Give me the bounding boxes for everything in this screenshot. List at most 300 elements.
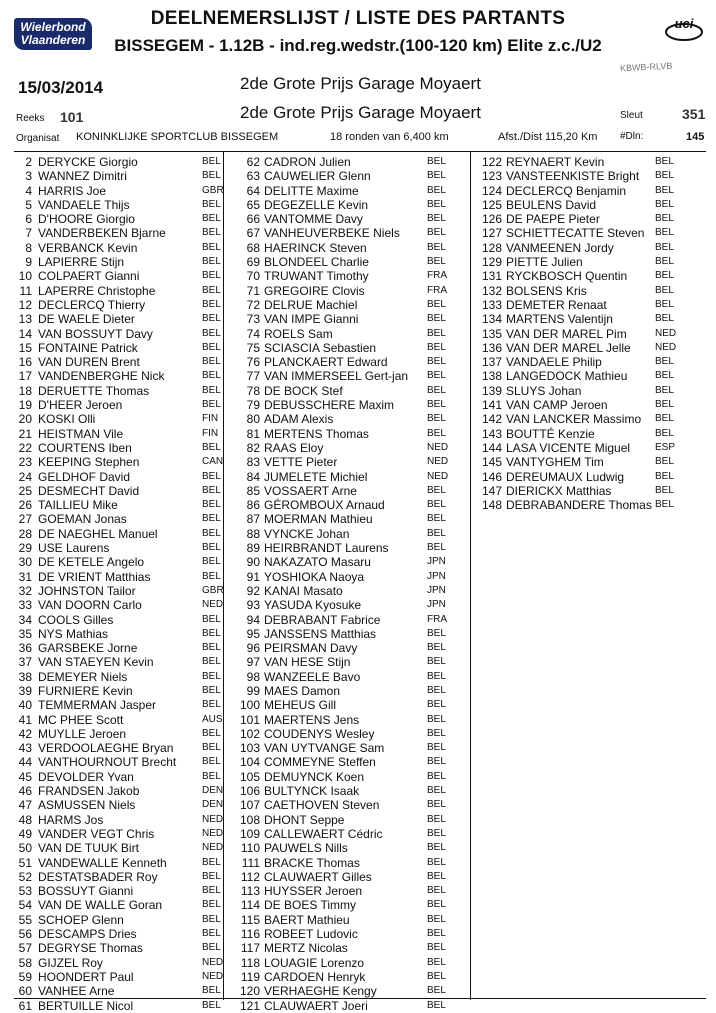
rider-name: GARSBEKE Jorne — [38, 641, 138, 656]
bib-number: 115 — [240, 912, 260, 927]
rider-nationality: BEL — [427, 928, 446, 940]
bib-number: 32 — [18, 583, 32, 598]
bib-number: 37 — [18, 655, 32, 670]
bib-number: 30 — [18, 555, 32, 570]
bib-number: 90 — [246, 555, 260, 570]
rider-name: YASUDA Kyosuke — [264, 598, 362, 613]
bib-number: 40 — [18, 698, 32, 713]
rider-name: YOSHIOKA Naoya — [264, 569, 365, 584]
rider-name: KOSKI Olli — [38, 412, 96, 427]
rider-nationality: BEL — [427, 370, 446, 382]
rider-name: MAERTENS Jens — [264, 712, 360, 727]
rider-name: ROELS Sam — [264, 326, 333, 341]
rider-nationality: BEL — [427, 170, 446, 182]
bib-number: 67 — [246, 226, 260, 241]
rider-nationality: BEL — [427, 241, 446, 253]
rider-name: DECLERCQ Thierry — [38, 297, 146, 312]
bib-number: 41 — [18, 712, 32, 727]
participant-row — [226, 398, 471, 412]
rider-nationality: BEL — [202, 298, 221, 310]
participant-row — [226, 770, 471, 784]
bib-number: 110 — [240, 841, 260, 856]
rider-nationality: BEL — [655, 413, 674, 425]
rider-name: DEREUMAUX Ludwig — [506, 469, 625, 484]
bib-number: 144 — [481, 440, 502, 455]
bib-number: 75 — [246, 340, 260, 355]
rider-nationality: BEL — [202, 241, 221, 253]
bib-number: 123 — [481, 169, 502, 184]
participant-row — [226, 341, 471, 355]
bib-number: 50 — [18, 841, 32, 856]
bib-number: 108 — [239, 812, 260, 827]
participant-row — [226, 655, 471, 669]
rider-name: VANDAELE Thijs — [38, 197, 130, 212]
rider-nationality: BEL — [655, 184, 674, 196]
bib-number: 73 — [246, 312, 260, 327]
rider-nationality: BEL — [427, 341, 446, 353]
rider-name: BULTYNCK Isaak — [264, 784, 360, 799]
participant-row — [470, 312, 714, 326]
rider-name: GOEMAN Jonas — [38, 512, 127, 527]
rider-nationality: BEL — [202, 656, 221, 668]
participant-row — [470, 155, 714, 169]
rider-name: HARMS Jos — [38, 812, 104, 827]
participant-row — [226, 727, 471, 741]
organisator-value: KONINKLIJKE SPORTCLUB BISSEGEM — [76, 131, 279, 143]
rider-nationality: BEL — [655, 198, 674, 210]
participant-row — [8, 670, 246, 684]
rider-name: DE BOCK Stef — [264, 383, 343, 398]
participant-row — [226, 641, 471, 655]
race-name: 2de Grote Prijs Garage Moyaert — [240, 74, 481, 93]
rider-name: VAN DOORN Carlo — [38, 598, 142, 613]
participant-row — [8, 384, 246, 398]
participant-row — [8, 941, 246, 955]
bib-number: 82 — [246, 440, 260, 455]
bib-number: 77 — [246, 369, 260, 384]
rider-name: HOONDERT Paul — [38, 969, 134, 984]
rider-nationality: BEL — [202, 470, 221, 482]
rider-name: COURTENS Iben — [38, 440, 132, 455]
participant-row — [8, 884, 246, 898]
participant-row — [8, 512, 246, 526]
rider-name: DE WAELE Dieter — [38, 312, 135, 327]
rider-nationality: BEL — [655, 213, 674, 225]
rider-name: HUYSSER Jeroen — [264, 884, 363, 899]
rider-name: CLAUWAERT Joeri — [264, 998, 368, 1013]
bib-number: 29 — [18, 541, 32, 556]
bib-number: 60 — [18, 984, 32, 999]
participant-row — [8, 813, 246, 827]
bib-number: 68 — [246, 240, 260, 255]
rider-name: SCHOEP Glenn — [38, 912, 124, 927]
bib-number: 118 — [240, 955, 260, 970]
rider-name: DE NAEGHEL Manuel — [38, 526, 158, 541]
rider-name: USE Laurens — [38, 541, 110, 556]
participant-row — [470, 412, 714, 426]
bib-number: 33 — [18, 598, 32, 613]
rider-nationality: JPN — [427, 556, 446, 568]
bib-number: 76 — [246, 355, 260, 370]
rider-name: VANTOMME Davy — [264, 212, 363, 227]
rider-name: VYNCKE Johan — [264, 526, 350, 541]
rider-nationality: BEL — [202, 642, 221, 654]
rider-nationality: BEL — [655, 156, 674, 167]
rider-nationality: BEL — [202, 384, 221, 396]
bib-number: 124 — [481, 183, 502, 198]
bib-number: 9 — [25, 255, 32, 270]
participant-row — [8, 970, 246, 984]
rider-nationality: BEL — [427, 298, 446, 310]
participant-row — [226, 169, 471, 183]
rider-nationality: BEL — [655, 456, 674, 468]
participant-row — [226, 570, 471, 584]
rider-name: ADAM Alexis — [264, 412, 334, 427]
participant-row — [226, 484, 471, 498]
bib-number: 44 — [18, 755, 32, 770]
rider-nationality: BEL — [427, 227, 446, 239]
bib-number: 21 — [18, 426, 32, 441]
rider-nationality: BEL — [427, 327, 446, 339]
bib-number: 92 — [246, 583, 260, 598]
participant-row — [8, 570, 246, 584]
participant-row — [226, 598, 471, 612]
participant-row — [8, 956, 246, 970]
rider-nationality: BEL — [202, 999, 221, 1011]
participant-row — [8, 870, 246, 884]
bib-number: 99 — [246, 683, 260, 698]
rider-nationality: BEL — [427, 970, 446, 982]
rider-nationality: BEL — [427, 499, 446, 511]
rider-name: BOSSUYT Gianni — [38, 884, 134, 899]
rider-nationality: BEL — [427, 999, 446, 1011]
bib-number: 59 — [18, 969, 32, 984]
rider-nationality: BEL — [202, 942, 221, 954]
participant-row — [470, 226, 714, 240]
participant-row — [8, 927, 246, 941]
rider-nationality: BEL — [202, 542, 221, 554]
rider-name: SCIASCIA Sebastien — [264, 340, 377, 355]
participant-row — [8, 269, 246, 283]
rider-nationality: DEN — [202, 799, 224, 811]
rider-name: DEMETER Renaat — [506, 297, 607, 312]
rider-nationality: BEL — [427, 885, 446, 897]
rider-name: DEBUSSCHERE Maxim — [264, 398, 395, 413]
bib-number: 95 — [246, 626, 260, 641]
bib-number: 80 — [246, 412, 260, 427]
rider-name: MERTENS Thomas — [264, 426, 369, 441]
bib-number: 46 — [18, 784, 32, 799]
participant-row — [8, 398, 246, 412]
rider-name: D'HEER Jeroen — [38, 398, 123, 413]
rider-nationality: BEL — [202, 270, 221, 282]
participant-row — [8, 312, 246, 326]
participant-row — [8, 369, 246, 383]
rider-name: DERYCKE Giorgio — [38, 155, 138, 169]
rider-nationality: BEL — [427, 642, 446, 654]
participant-row — [226, 698, 471, 712]
bib-number: 74 — [246, 326, 260, 341]
rider-name: VANHEE Arne — [38, 984, 115, 999]
rider-nationality: NED — [202, 827, 224, 839]
rider-name: KANAI Masato — [264, 583, 343, 598]
rider-nationality: NED — [427, 456, 449, 468]
bib-number: 64 — [246, 183, 260, 198]
participant-row — [226, 741, 471, 755]
participant-row — [470, 212, 714, 226]
participant-row — [8, 226, 246, 240]
rider-name: VAN BOSSUYT Davy — [38, 326, 153, 341]
rider-name: VAN HESE Stijn — [264, 655, 351, 670]
rider-nationality: BEL — [427, 913, 446, 925]
rider-nationality: BEL — [427, 742, 446, 754]
participant-row — [226, 784, 471, 798]
bib-number: 131 — [481, 269, 502, 284]
rider-nationality: BEL — [427, 256, 446, 268]
rider-nationality: BEL — [202, 213, 221, 225]
bib-number: 36 — [18, 641, 32, 656]
bib-number: 106 — [239, 784, 260, 799]
bib-number: 109 — [239, 826, 260, 841]
bib-number: 112 — [240, 869, 260, 884]
rider-name: DEGRYSE Thomas — [38, 941, 143, 956]
participant-row — [8, 698, 246, 712]
bib-number: 78 — [246, 383, 260, 398]
rider-name: BEULENS David — [506, 197, 597, 212]
bib-number: 134 — [481, 312, 502, 327]
rider-name: TRUWANT Timothy — [264, 269, 369, 284]
rider-name: SCHIETTECATTE Steven — [506, 226, 645, 241]
rider-name: VAN UYTVANGE Sam — [264, 741, 385, 756]
participant-row — [226, 584, 471, 598]
page-title: DEELNEMERSLIJST / LISTE DES PARTANTS — [150, 8, 566, 29]
participant-row — [8, 355, 246, 369]
rider-name: MARTENS Valentijn — [506, 312, 613, 327]
participant-row — [226, 555, 471, 569]
participant-row — [226, 856, 471, 870]
rider-name: BOUTTÉ Kenzie — [506, 426, 595, 441]
header-divider — [14, 151, 706, 152]
bib-number: 61 — [18, 998, 32, 1013]
rider-nationality: BEL — [655, 241, 674, 253]
rider-name: VANTYGHEM Tim — [506, 455, 604, 470]
rider-name: JUMELETE Michiel — [264, 469, 368, 484]
rider-nationality: DEN — [202, 785, 224, 797]
rider-nationality: BEL — [202, 556, 221, 568]
participant-row — [226, 613, 471, 627]
race-name-repeat: 2de Grote Prijs Garage Moyaert — [240, 103, 481, 122]
rider-nationality: BEL — [427, 770, 446, 782]
rider-name: VAN LANCKER Massimo — [506, 412, 642, 427]
bib-number: 126 — [481, 212, 502, 227]
rider-nationality: BEL — [202, 527, 221, 539]
participant-row — [226, 870, 471, 884]
rider-nationality: BEL — [427, 184, 446, 196]
bib-number: 57 — [18, 941, 32, 956]
participant-row — [470, 355, 714, 369]
rider-nationality: BEL — [655, 484, 674, 496]
bib-number: 122 — [481, 155, 502, 169]
rider-name: DE VRIENT Matthias — [38, 569, 151, 584]
bib-number: 141 — [481, 398, 502, 413]
bib-number: 13 — [18, 312, 32, 327]
bib-number: 98 — [246, 669, 260, 684]
participant-row — [8, 770, 246, 784]
rider-name: BLONDEEL Charlie — [264, 255, 369, 270]
rider-nationality: JPN — [427, 584, 446, 596]
laps-info: 18 ronden van 6,400 km — [330, 131, 449, 143]
participant-row — [8, 327, 246, 341]
rider-name: COMMEYNE Steffen — [264, 755, 376, 770]
rider-name: HEISTMAN Vile — [38, 426, 124, 441]
participant-row — [8, 999, 246, 1013]
rider-nationality: BEL — [427, 899, 446, 911]
rider-nationality: ESP — [655, 441, 676, 453]
participant-row — [226, 541, 471, 555]
participant-row — [226, 212, 471, 226]
rider-nationality: BEL — [655, 298, 674, 310]
reeks-value: 101 — [60, 109, 84, 125]
rider-nationality: BEL — [427, 156, 446, 167]
participant-row — [226, 369, 471, 383]
participant-row — [226, 441, 471, 455]
bib-number: 12 — [18, 297, 32, 312]
rider-name: BAERT Mathieu — [264, 912, 350, 927]
participant-column-2 — [226, 155, 471, 1013]
participant-row — [470, 427, 714, 441]
bib-number: 70 — [246, 269, 260, 284]
rider-nationality: BEL — [202, 341, 221, 353]
bib-number: 125 — [481, 197, 502, 212]
bib-number: 34 — [18, 612, 32, 627]
rider-nationality: NED — [202, 599, 224, 611]
rider-name: BERTUILLE Nicol — [38, 998, 134, 1013]
bib-number: 3 — [25, 169, 32, 184]
rider-nationality: FRA — [427, 613, 447, 625]
bib-number: 16 — [18, 355, 32, 370]
rider-name: HARRIS Joe — [38, 183, 107, 198]
rider-name: DEMEYER Niels — [38, 669, 128, 684]
participants-count: 145 — [686, 131, 705, 143]
participant-row — [226, 455, 471, 469]
rider-name: DESTATSBADER Roy — [38, 869, 158, 884]
rider-nationality: BEL — [655, 227, 674, 239]
bib-number: 102 — [239, 726, 260, 741]
rider-nationality: BEL — [202, 156, 221, 167]
participant-row — [8, 655, 246, 669]
bib-number: 85 — [246, 483, 260, 498]
rider-nationality: BEL — [202, 284, 221, 296]
rider-name: TAILLIEU Mike — [38, 498, 118, 513]
participant-row — [226, 284, 471, 298]
rider-nationality: GBR — [202, 584, 224, 596]
bib-number: 97 — [246, 655, 260, 670]
participant-row — [226, 512, 471, 526]
bib-number: 111 — [241, 855, 260, 870]
participant-row — [226, 984, 471, 998]
rider-nationality: BEL — [202, 699, 221, 711]
rider-name: MEHEUS Gill — [264, 698, 337, 713]
rider-nationality: BEL — [427, 527, 446, 539]
participant-row — [226, 498, 471, 512]
rider-name: CAETHOVEN Steven — [264, 798, 380, 813]
rider-nationality: BEL — [202, 684, 221, 696]
rider-nationality: BEL — [655, 384, 674, 396]
bib-number: 51 — [18, 855, 32, 870]
rider-name: VANSTEENKISTE Bright — [506, 169, 640, 184]
participant-row — [226, 312, 471, 326]
bib-number: 22 — [18, 440, 32, 455]
participant-row — [226, 298, 471, 312]
participant-row — [226, 713, 471, 727]
rider-name: KEEPING Stephen — [38, 455, 140, 470]
bib-number: 27 — [18, 512, 32, 527]
rider-nationality: BEL — [427, 399, 446, 411]
participant-row — [226, 627, 471, 641]
rider-name: VAN DE TUUK Birt — [38, 841, 139, 856]
participant-row — [226, 155, 471, 169]
participant-row — [226, 527, 471, 541]
rider-name: SLUYS Johan — [506, 383, 582, 398]
participant-row — [226, 841, 471, 855]
rider-nationality: BEL — [427, 842, 446, 854]
bib-number: 113 — [240, 884, 260, 899]
rider-name: FURNIERE Kevin — [38, 683, 133, 698]
rider-name: DERUETTE Thomas — [38, 383, 150, 398]
rider-name: VAN DUREN Brent — [38, 355, 140, 370]
bib-number: 19 — [18, 398, 32, 413]
rider-name: GIJZEL Roy — [38, 955, 103, 970]
rider-name: VOSSAERT Arne — [264, 483, 357, 498]
rider-name: VERDOOLAEGHE Bryan — [38, 741, 174, 756]
bib-number: 35 — [18, 626, 32, 641]
rider-nationality: BEL — [427, 684, 446, 696]
bib-number: 135 — [481, 326, 502, 341]
participant-row — [470, 341, 714, 355]
rider-name: ROBEET Ludovic — [264, 927, 358, 942]
rider-name: VAN CAMP Jeroen — [506, 398, 608, 413]
participant-row — [8, 913, 246, 927]
bib-number: 117 — [240, 941, 260, 956]
participant-row — [226, 427, 471, 441]
rider-nationality: BEL — [655, 256, 674, 268]
rider-nationality: BEL — [427, 699, 446, 711]
bib-number: 83 — [246, 455, 260, 470]
rider-nationality: BEL — [202, 856, 221, 868]
rider-nationality: NED — [655, 341, 677, 353]
bib-number: 28 — [18, 526, 32, 541]
bib-number: 45 — [18, 769, 32, 784]
rider-nationality: BEL — [655, 370, 674, 382]
bib-number: 142 — [481, 412, 502, 427]
rider-name: DELRUE Machiel — [264, 297, 358, 312]
rider-name: CARDOEN Henryk — [264, 969, 366, 984]
bib-number: 84 — [246, 469, 260, 484]
rider-nationality: BEL — [202, 499, 221, 511]
rider-nationality: AUS — [202, 713, 223, 725]
participant-row — [8, 484, 246, 498]
participant-row — [8, 584, 246, 598]
rider-nationality: BEL — [202, 613, 221, 625]
rider-name: MC PHEE Scott — [38, 712, 124, 727]
rider-nationality: BEL — [202, 756, 221, 768]
bib-number: 8 — [25, 240, 32, 255]
rider-nationality: BEL — [427, 985, 446, 997]
rider-nationality: CAN — [202, 456, 224, 468]
bib-number: 69 — [246, 255, 260, 270]
participant-column-3 — [470, 155, 714, 512]
rider-name: BOLSENS Kris — [506, 283, 587, 298]
